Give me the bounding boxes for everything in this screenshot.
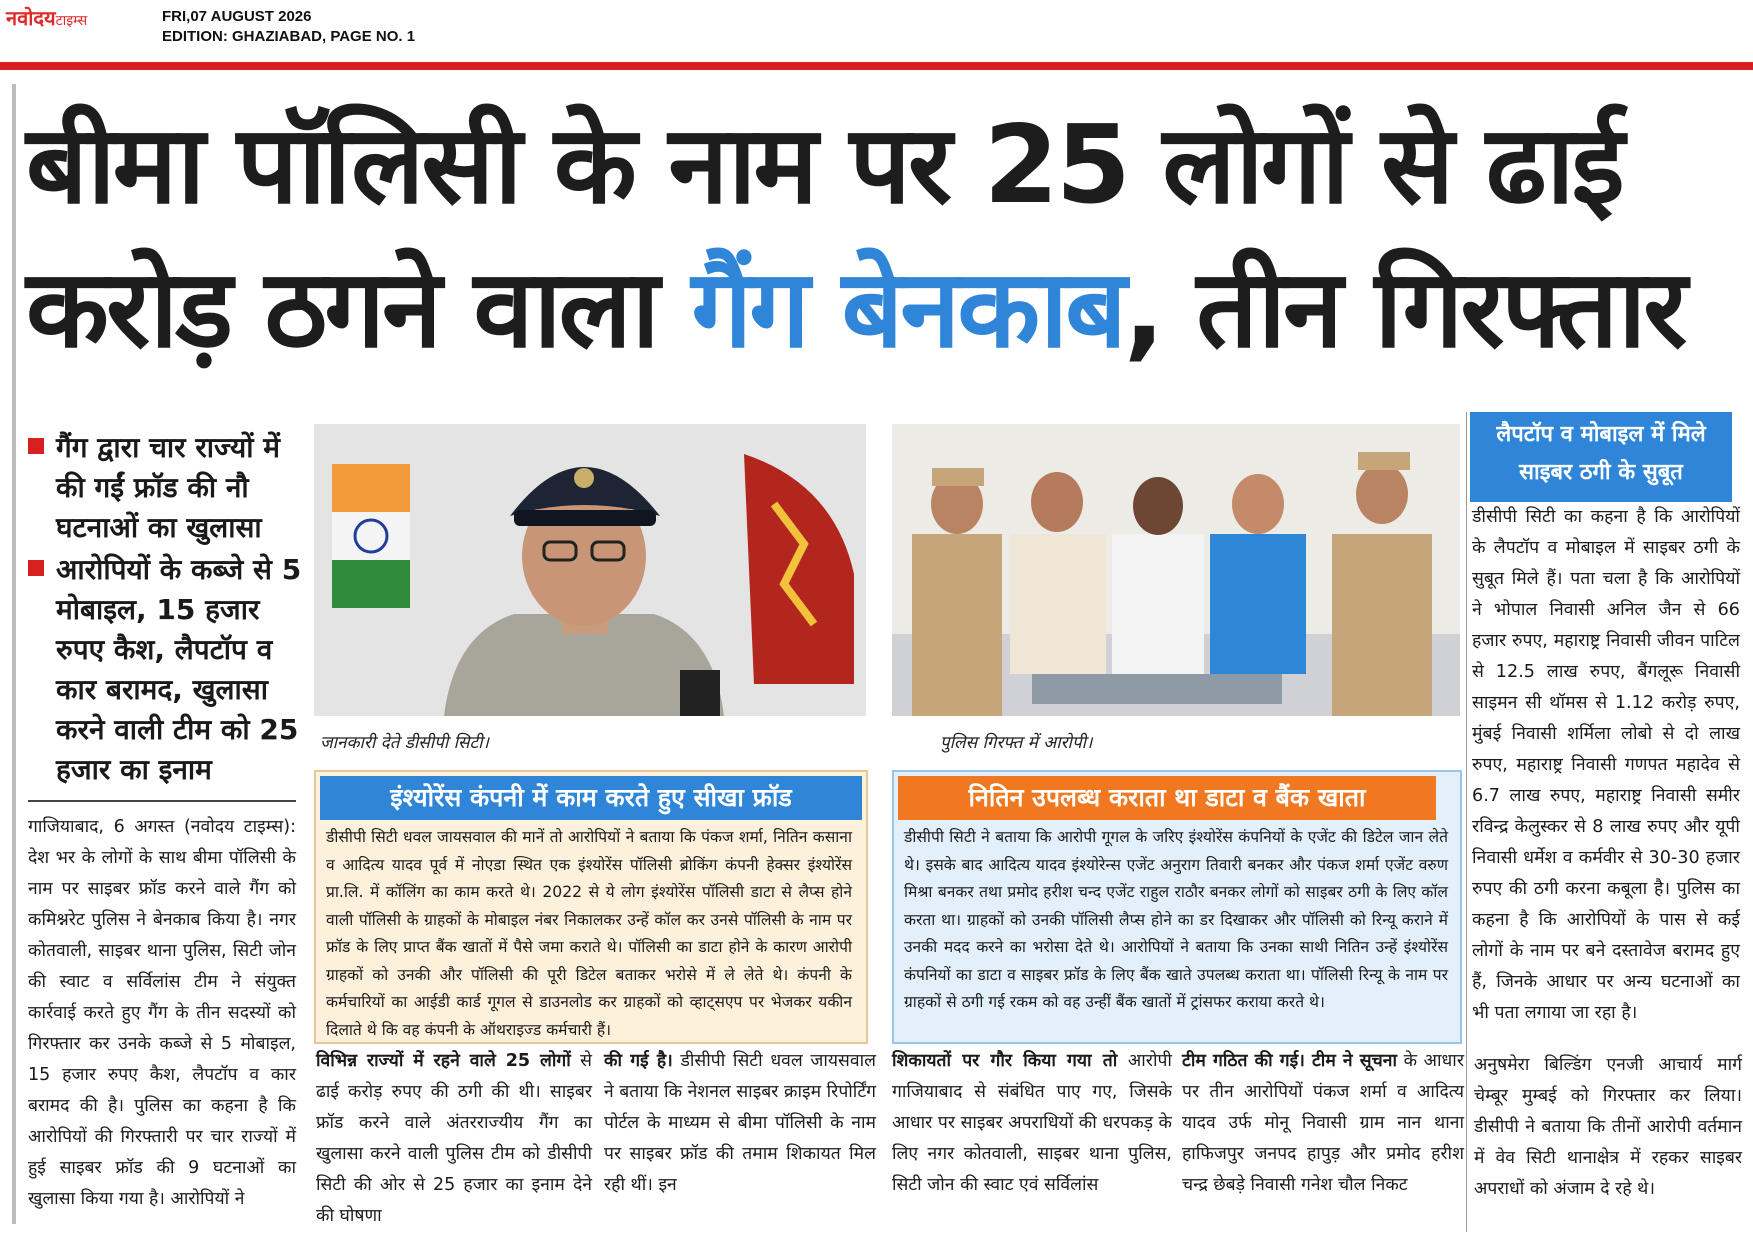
box-text: डीसीपी सिटी ने बताया कि आरोपी गूगल के जरिए इंश्योरेंस कंपनियों के एजेंट की डिटेल जान लेते थे। इसके बाद आदित्य यादव इंश्योरेन्स एजेंट अनुराग तिवारी बनकर और पंकज शर्मा एजेंट वरुण मिश्रा बनकर तथा प्रमोद हरीश चन्द एजेंट राहुल राठौर बनकर लोगों को साइबर ठगी के लिए कॉल करता था। ग्राहकों को उनकी पॉलिसी लैप्स होने का डर दिखाकर और पॉलिसी को रिन्यू कराने में उनकी मदद करने का भरोसा देते थे। आरोपियों ने बताया कि उनका साथी नितिन उन्हें इंश्योरेंस कंपनियों का डाटा व साइबर फ्रॉड के लिए बैंक खाते उपलब्ध कराता था। पॉलिसी रिन्यू के नाम पर ग्राहकों से ठगी गई रकम को वह उन्हीं बैंक खातों में ट्रांसफर कराया करते थे।: [904, 828, 1448, 1011]
column-lead: विभिन्न राज्यों में रहने वाले 25 लोगों: [316, 1051, 571, 1071]
headline-part-a: करोड़ ठगने वाला: [26, 247, 692, 372]
highlight-item: [28, 428, 304, 548]
dcp-photo-illustration: [314, 424, 866, 716]
highlight-item: [28, 550, 304, 790]
headline-line-2: [26, 240, 1736, 380]
photo-accused-in-custody: [892, 424, 1460, 716]
column-6-text: अनुषमेरा बिल्डिंग एनजी आचार्य मार्ग चेम्बूर मुम्बई को गिरफ्तार कर लिया। डीसीपी ने बताया कि तीनों आरोपी वर्तमान में वेव सिटी थानाक्षेत्र में रहकर साइबर अपराधों को अंजाम दे रहे थे।: [1474, 1055, 1742, 1199]
photo-caption-2: पुलिस गिरफ्त में आरोपी।: [940, 733, 1093, 753]
column-text: आरोपी गाजियाबाद से संबंधित पाए गए, जिसके आधार पर साइबर अपराधियों की धरपकड़ के लिए नगर कोतवाली, साइबर थाना पुलिस, सिटी जोन की स्वाट एवं सर्विलांस: [892, 1051, 1172, 1195]
headline-line-1: बीमा पॉलिसी के नाम पर 25 लोगों से ढाई: [26, 103, 1622, 228]
column-3: [604, 1046, 876, 1201]
accused-photo-illustration: [892, 424, 1460, 716]
headline-highlight: गैंग बेनकाब: [691, 247, 1124, 372]
dateline: [162, 7, 415, 47]
newspaper-logo: [6, 6, 87, 33]
headline-part-b: , तीन गिरफ्तार: [1123, 247, 1685, 372]
photo-dcp-city: [314, 424, 866, 716]
right-box-title: लैपटॉप व मोबाइल में मिले साइबर ठगी के सुबूत: [1470, 412, 1732, 502]
column-4: [892, 1046, 1172, 1201]
logo-sub-text: टाइम्स: [55, 13, 88, 29]
box-text: डीसीपी सिटी धवल जायसवाल की मानें तो आरोपियों ने बताया कि पंकज शर्मा, नितिन कसाना व आदित्य यादव पूर्व में नोएडा स्थित एक इंश्योरेंस पॉलिसी ब्रोकिंग कंपनी हेक्सर इंश्योरेंस प्रा.लि. में कॉलिंग का काम करते थे। 2022 से ये लोग इंश्योरेंस पॉलिसी डाटा से लैप्स होने वाली पॉलिसी के ग्राहकों के मोबाइल नंबर निकालकर उन्हें कॉल कर उनसे पॉलिसी के नाम पर फ्रॉड के लिए प्राप्त बैंक खातों में पैसे जमा कराते थे। पॉलिसी का डाटा होने के कारण आरोपी ग्राहकों को उनकी और पॉलिसी की पूरी डिटेल बताकर भरोसे में ले लेते थे। कंपनी के कर्मचारियों का आईडी कार्ड गूगल से डाउनलोड कर ग्राहकों को व्हाट्सएप पर भेजकर यकीन दिलाते थे कि वह कंपनी के ऑथराइज्ड कर्मचारी हैं।: [326, 828, 852, 1039]
logo-main-text: नवोदय: [6, 6, 56, 30]
column-text: के आधार पर तीन आरोपियों पंकज शर्मा व आदित्य यादव उर्फ मोनू निवासी ग्राम नान थाना हाफिजपुर जनपद हापुड़ और प्रमोद हरीश चन्द्र छेबड़े निवासी गनेश चौल निकट: [1182, 1051, 1465, 1195]
column-lead: टीम गठित की गई। टीम ने सूचना: [1182, 1051, 1397, 1071]
right-column-divider: [1466, 412, 1467, 1232]
sidebar-box-insurance-fraud: [314, 770, 868, 1044]
highlight-text: आरोपियों के कब्जे से 5 मोबाइल, 15 हजार रुपए कैश, लैपटॉप व कार बरामद, खुलासा करने वाली टीम को 25 हजार का इनाम: [56, 553, 302, 786]
masthead-red-rule: [0, 62, 1753, 70]
highlights-list: [28, 428, 304, 792]
column-5: [1182, 1046, 1464, 1201]
highlight-text: गैंग द्वारा चार राज्यों में की गईं फ्रॉड की नौ घटनाओं का खुलासा: [56, 431, 281, 544]
box-title: इंश्योरेंस कंपनी में काम करते हुए सीखा फ्रॉड: [320, 776, 862, 820]
issue-date: FRI,07 AUGUST 2026: [162, 8, 312, 25]
sidebar-box-nitin-data: [892, 770, 1462, 1044]
box-title: नितिन उपलब्ध कराता था डाटा व बैंक खाता: [898, 776, 1436, 820]
column-2: [316, 1046, 592, 1232]
highlights-divider: [28, 800, 296, 802]
edition-info: EDITION: GHAZIABAD, PAGE NO. 1: [162, 28, 416, 45]
photo-caption-1: जानकारी देते डीसीपी सिटी।: [320, 733, 489, 753]
column-lead: की गई है।: [604, 1051, 673, 1071]
column-text: डीसीपी सिटी धवल जायसवाल ने बताया कि नेशनल साइबर क्राइम रिपोर्टिंग पोर्टल के माध्यम से बीमा पॉलिसी के नाम पर साइबर फ्रॉड की तमाम शिकायत मिल रही थीं। इन: [604, 1051, 876, 1195]
page-edge-rule: [12, 84, 16, 1224]
column-lead: शिकायतों पर गौर किया गया तो: [892, 1051, 1118, 1071]
bullet-square-icon: [28, 438, 44, 454]
right-box-text: डीसीपी सिटी का कहना है कि आरोपियों के लैपटॉप व मोबाइल में साइबर ठगी के सुबूत मिले हैं। पता चला है कि आरोपियों ने भोपाल निवासी अनिल जैन से 66 हजार रुपए, महाराष्ट्र निवासी जीवन पाटिल से 12.5 लाख रुपए, बैंगलूरू निवासी साइमन सी थॉमस से 1.12 करोड़ रुपए, मुंबई निवासी शर्मिला लोबो से दो लाख रुपए, महाराष्ट्र निवासी गणपत महादेव से 6.7 लाख रुपए, महाराष्ट्र निवासी समीर रविन्द्र केलुस्कर से 8 लाख रुपए और यूपी निवासी धर्मेश व कर्मवीर से 30-30 हजार रुपए की ठगी करना कबूला है। पुलिस का कहना है कि आरोपियों के पास से कई लोगों के नाम पर बने दस्तावेज बरामद हुए हैं, जिनके आधार पर अन्य घटनाओं का भी पता लगाया जा रहा है।: [1472, 507, 1740, 1023]
column-text: से ढाई करोड़ रुपए की ठगी की थी। साइबर फ्रॉड करने वाले अंतरराज्यीय गैंग का खुलासा करने वाली पुलिस टीम को डीसीपी सिटी की ओर से 25 हजार का इनाम देने की घोषणा: [316, 1051, 592, 1226]
column-1-text: गाजियाबाद, 6 अगस्त (नवोदय टाइम्स): देश भर के लोगों के साथ बीमा पॉलिसी के नाम पर साइबर फ्रॉड करने वाले गैंग को कमिश्नरेट पुलिस ने बेनकाब किया है। नगर कोतवाली, साइबर थाना पुलिस, सिटी जोन की स्वाट व सर्विलांस टीम ने संयुक्त कार्रवाई करते हुए गैंग के तीन सदस्यों को गिरफ्तार कर उनके कब्जे से 5 मोबाइल, 15 हजार रुपए कैश, लैपटॉप व कार बरामद की है। पुलिस का कहना है कि आरोपियों की गिरफ्तारी पर चार राज्यों में हुई साइबर फ्रॉड की 9 घटनाओं का खुलासा किया गया है। आरोपियों ने: [28, 817, 296, 1209]
bullet-square-icon: [28, 560, 44, 576]
